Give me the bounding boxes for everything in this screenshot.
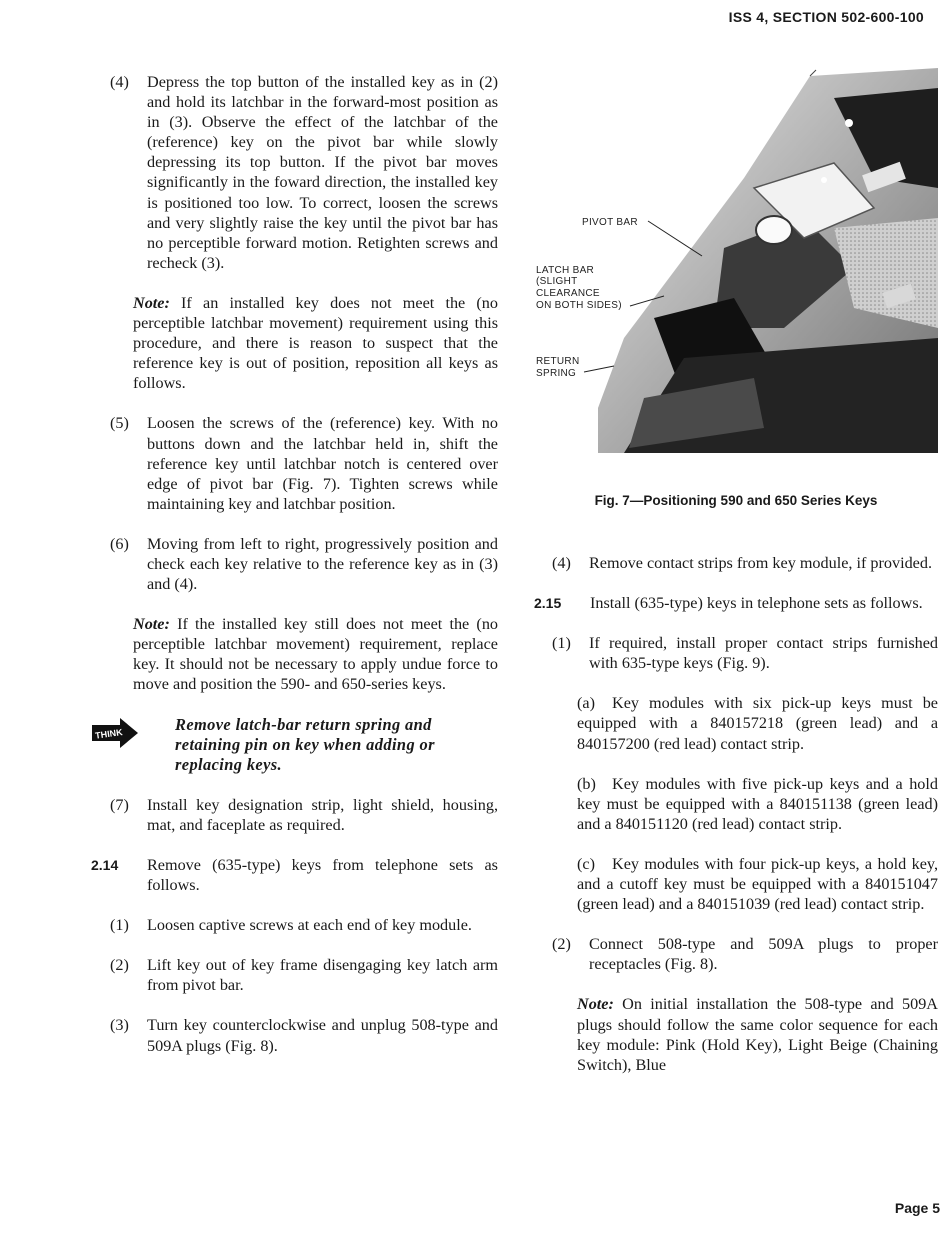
step-number: (6) [110,534,129,553]
step-text: Moving from left to right, progressively position and check each key relative to the reference key as in (3) and (4). [147,534,498,594]
section-2-14 [91,855,498,895]
svg-text:THINK: THINK [94,726,124,741]
step-number: (a) [577,694,595,713]
callout-latch-bar: LATCH BAR [536,265,595,276]
step-text: If required, install proper contact strips furnished with 635-type keys (Fig. 9). [589,634,938,673]
step-text: Remove contact strips from key module, if provided. [589,554,933,572]
install-step-1 [534,633,938,673]
right-column [534,553,938,1075]
step-text: Depress the top button of the installed key as in (2) and hold its latchbar in the forward-most position as in (3). Observe the effect of the latchbar of the (reference) key on the pivot bar while slowly depressing its top button. If the pivot bar moves significantly in the foward direction, the installed key is positioned too low. To correct, loosen the screws and very slightly raise the key until the pivot bar has no perceptible forward motion. Retighten screws and recheck (3). [147,73,498,272]
note-label: Note: [577,995,614,1014]
note-text: If an installed key does not meet the (no perceptible latchbar movement) requirement using this procedure, and there is reason to suspect that the reference key is out of position, reposition all keys as follows. [133,293,498,393]
step-number: (2) [552,935,571,954]
left-column [91,72,499,1056]
note-text: On initial installation the 508-type and 509A plugs should follow the same color sequence for each key module: Pink (Hold Key), Light Beige (Chaining Switch), Blue [577,995,939,1074]
callout-return-spring-2: SPRING [536,368,577,379]
section-text: Remove (635-type) keys from telephone sets as follows. [147,856,498,895]
note-label: Note: [133,615,170,634]
remove-step-2 [110,955,498,995]
callout-latch-bar-2: (SLIGHT [536,276,578,287]
note-text: If the installed key still does not meet the (no perceptible latchbar movement) requirement, replace key. It should not be necessary to apply undue force to move and position the 590- and 650-series keys. [133,615,499,694]
step-number: (b) [577,774,596,793]
note-1 [110,293,498,393]
page-header: ISS 4, SECTION 502-600-100 [728,9,924,25]
step-text: Lift key out of key frame disengaging key latch arm from pivot bar. [147,956,498,995]
note-2 [110,614,498,694]
step-number: (2) [110,956,129,975]
install-step-1a [534,693,938,753]
think-icon [90,716,142,755]
step-number: (4) [552,554,571,572]
think-text: Remove latch-bar return spring and retaining pin on key when adding or replacing keys. [175,714,435,774]
note-label: Note: [133,293,170,312]
step-text: Loosen the screws of the (reference) key. With no buttons down and the latchbar held in, shift the reference key until latchbar notch is centered over edge of pivot bar (Fig. 7). Tighten screws while maintaining key and latchbar position. [147,414,498,513]
step-number: (3) [110,1016,129,1035]
section-number: 2.14 [91,857,119,873]
step-text: Loosen captive screws at each end of key module. [147,916,472,935]
remove-step-3 [110,1015,498,1055]
step-6 [110,534,498,594]
figure-7-photo [534,68,938,460]
step-number: (5) [110,414,129,433]
step-number: (4) [110,73,129,91]
install-step-1c [534,854,938,914]
step-text: Turn key counterclockwise and unplug 508-type and 509A plugs (Fig. 8). [147,1016,498,1055]
section-text: Install (635-type) keys in telephone sets as follows. [590,594,923,613]
step-number: (1) [552,634,571,653]
callout-latch-bar-3: CLEARANCE [536,288,600,299]
step-text: Connect 508-type and 509A plugs to proper receptacles (Fig. 8). [589,935,938,974]
callout-return-spring: RETURN [536,356,580,367]
step-number: (7) [110,795,129,814]
figure-caption: Fig. 7—Positioning 590 and 650 Series Keys [594,493,878,508]
step-number: (1) [110,916,129,935]
remove-step-1 [110,915,498,935]
step-text: Install key designation strip, light shield, housing, mat, and faceplate as required. [147,795,498,834]
step-number: (c) [577,854,595,873]
step-4 [110,72,498,273]
callout-pivot-bar: PIVOT BAR [582,217,638,228]
note-3 [534,994,938,1074]
install-step-1b [534,774,938,834]
install-step-2 [534,934,938,974]
step-text: Key modules with five pick-up keys and a hold key must be equipped with a 840151138 (green lead) and a 840151120 (red lead) contact strip. [577,774,938,833]
think-caution [94,714,498,775]
step-text: Key modules with four pick-up keys, a hold key, and a cutoff key must be equipped with a 840151047 (green lead) and a 840151039 (red lead) contact strip. [577,854,938,914]
step-7 [110,795,498,835]
remove-step-4 [534,553,938,573]
step-text: Key modules with six pick-up keys must be equipped with a 840157218 (green lead) and a 840157200 (red lead) contact strip. [577,694,938,753]
step-5 [110,413,498,513]
section-number: 2.15 [534,595,562,612]
callout-latch-bar-4: ON BOTH SIDES) [536,300,622,311]
page-number: Page 5 [894,1200,940,1216]
section-2-15 [534,593,938,613]
